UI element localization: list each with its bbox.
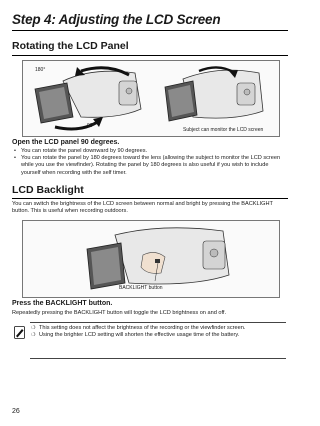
- figure-caption: Subject can monitor the LCD screen: [183, 127, 264, 133]
- section-divider: [12, 55, 288, 56]
- section-heading-backlight: LCD Backlight: [12, 184, 84, 196]
- title-divider: [12, 30, 288, 31]
- backlight-intro: You can switch the brightness of the LCD screen between normal and bright by pressing the BACKLIGHT button. This is useful when recording outdoors.: [12, 201, 273, 215]
- notes-box: [12, 322, 288, 360]
- section-divider: [12, 198, 288, 199]
- note-pencil-icon: [14, 326, 25, 339]
- list-item: • You can rotate the panel downward by 90 degrees.: [12, 148, 288, 155]
- list-item: ❍ This setting does not affect the brightness of the recording or the viewfinder screen.: [31, 325, 281, 332]
- list-item: • You can rotate the panel by 180 degrees toward the lens (allowing the subject to monitor the LCD screen while you use the viewfinder). Rotating the panel by 180 degrees is also useful if you wish to include yourself when recording with the self timer.: [12, 155, 288, 177]
- step-instruction-heading: Open the LCD panel 90 degrees.: [12, 139, 120, 146]
- label-90-degrees: 90°: [87, 123, 95, 129]
- label-180-degrees: 180°: [35, 67, 46, 73]
- notes-top-rule: [30, 322, 286, 323]
- backlight-instruction: Repeatedly pressing the BACKLIGHT button will toggle the LCD brightness on and off.: [12, 310, 227, 316]
- section-heading-rotating: Rotating the LCD Panel: [12, 40, 129, 52]
- camcorder-rotation-illustration: [23, 61, 279, 136]
- page-number: 26: [12, 408, 20, 415]
- step-instruction-heading: Press the BACKLIGHT button.: [12, 300, 113, 307]
- list-item: ❍ Using the brighter LCD setting will shorten the effective usage time of the battery.: [31, 332, 281, 339]
- lcd-rotation-figure: [22, 60, 280, 137]
- page-title: Step 4: Adjusting the LCD Screen: [12, 12, 221, 27]
- backlight-button-label: BACKLIGHT button: [119, 285, 163, 291]
- rotation-notes-list: [12, 148, 288, 177]
- backlight-figure: [22, 220, 280, 298]
- notes-list: [31, 325, 281, 339]
- notes-bottom-rule: [30, 358, 286, 359]
